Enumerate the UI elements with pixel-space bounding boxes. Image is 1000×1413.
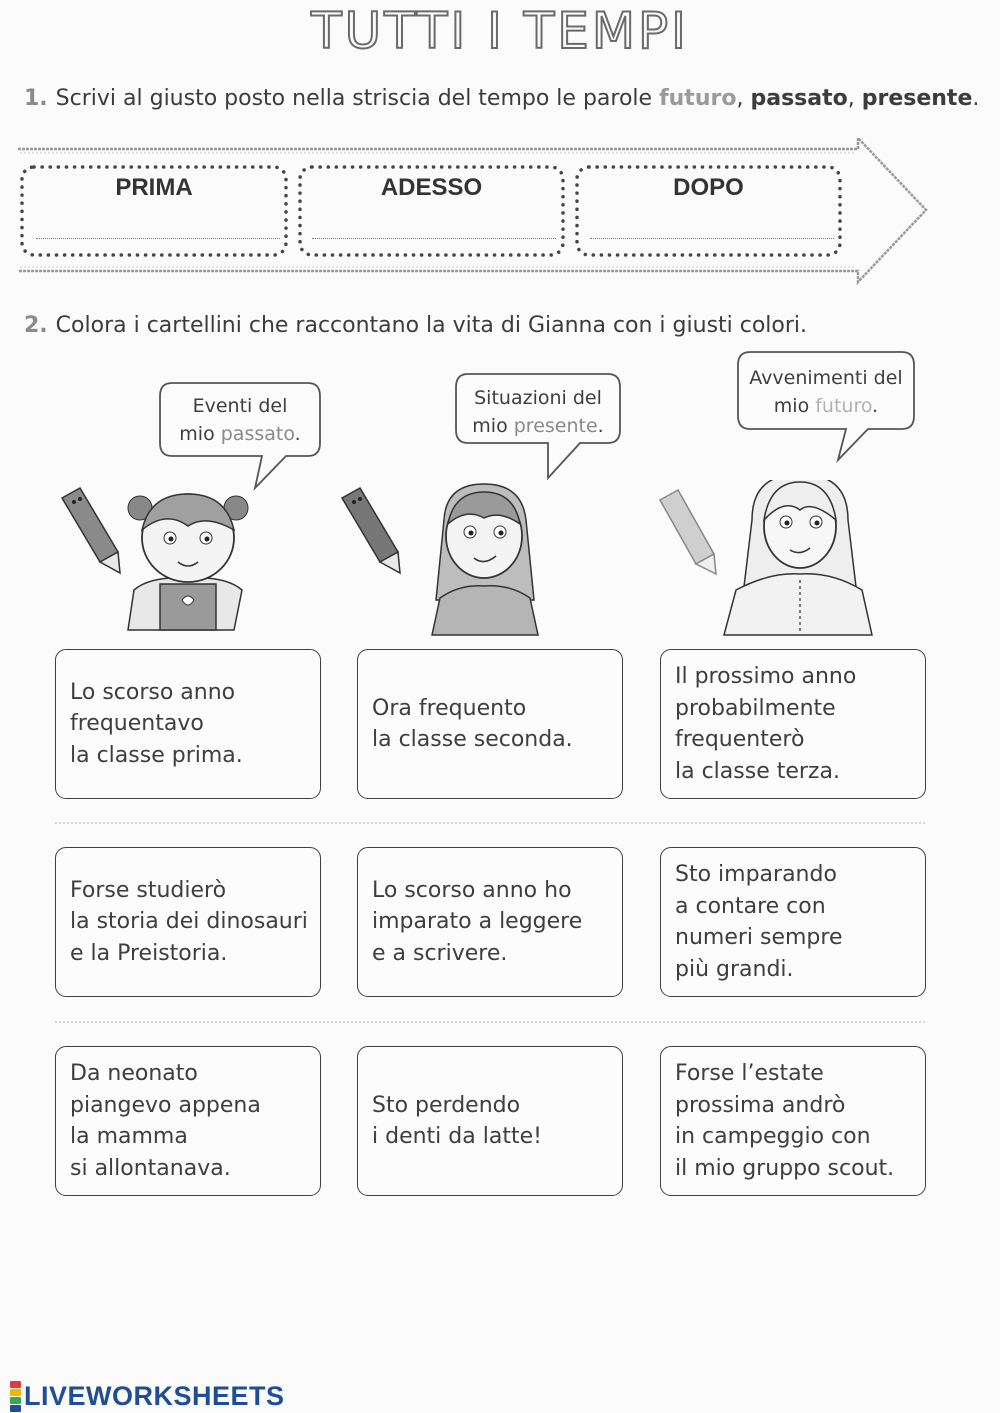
brand-mark-icon [10, 1380, 21, 1412]
bubble-futuro-line1: Avvenimenti del [749, 367, 903, 389]
brand-mark-stripe [10, 1381, 21, 1388]
card-7-line-4: si allontanava. [70, 1155, 231, 1181]
card-3-line-4: la classe terza. [675, 758, 840, 784]
card-1-line-1: Lo scorso anno [70, 679, 236, 705]
card-5[interactable] [357, 847, 623, 997]
row-divider [55, 822, 925, 824]
bubble-futuro [738, 364, 914, 420]
card-7-line-1: Da neonato [70, 1061, 198, 1086]
timeline-label-adesso: ADESSO [380, 174, 483, 201]
pencil-icon [660, 490, 716, 574]
card-1-line-3: la classe prima. [70, 742, 243, 768]
timeline-label-prima: PRIMA [115, 174, 193, 201]
bubble-presente-word: presente [513, 415, 598, 437]
card-5-line-3: e a scrivere. [372, 940, 508, 966]
bubble-futuro-word: futuro [815, 395, 873, 417]
card-2-line-1: Ora frequento [372, 695, 527, 721]
brand-mark-stripe [10, 1397, 21, 1404]
pencil-icon [342, 488, 400, 573]
sentence-end: . [972, 86, 980, 111]
card-6[interactable] [660, 847, 926, 997]
exercise-1-text: Scrivi al giusto posto nella striscia del tempo le parole [55, 86, 653, 111]
separator-1: , [736, 86, 744, 111]
card-9-line-3: in campeggio con [675, 1124, 871, 1149]
card-3-line-1: Il prossimo anno [675, 664, 857, 689]
card-7-line-2: piangevo appena [70, 1092, 261, 1118]
card-5-line-1: Lo scorso anno ho [372, 877, 572, 903]
card-1[interactable] [55, 649, 321, 799]
girl-past-illustration [128, 494, 248, 630]
exercise-2-number: 2. [24, 313, 48, 338]
pencil-icon [62, 488, 120, 573]
card-8[interactable] [357, 1046, 623, 1196]
answer-line-prima[interactable] [36, 238, 280, 239]
separator-2: , [847, 86, 855, 111]
word-passato: passato [750, 86, 848, 111]
card-7-line-3: la mamma [70, 1124, 188, 1149]
row-divider [55, 1021, 925, 1023]
card-4-line-2: la storia dei dinosauri [70, 909, 308, 935]
exercise-2-instruction [24, 311, 807, 341]
card-9[interactable] [660, 1046, 926, 1196]
illustrations [0, 480, 1000, 640]
answer-line-dopo[interactable] [590, 238, 834, 239]
card-6-line-4: più grandi. [675, 956, 794, 982]
girl-present-illustration [432, 484, 538, 635]
page-title: TUTTI I TEMPI [311, 2, 689, 60]
timeline-label-dopo: DOPO [673, 174, 744, 201]
word-presente: presente [861, 86, 973, 111]
card-3-line-3: frequenterò [675, 727, 805, 752]
card-8-line-2: i denti da latte! [372, 1124, 542, 1149]
word-futuro: futuro [659, 86, 737, 111]
bubble-passato-pre: mio [179, 423, 221, 445]
card-9-line-2: prossima andrò [675, 1092, 846, 1118]
card-4-line-1: Forse studierò [70, 877, 227, 903]
card-8-line-1: Sto perdendo [372, 1092, 521, 1118]
liveworksheets-logo[interactable] [10, 1380, 285, 1412]
timeline-arrow [0, 130, 1000, 290]
girl-future-illustration [724, 480, 872, 635]
card-6-line-3: numeri sempre [675, 925, 843, 950]
bubble-passato-line1: Eventi del [192, 395, 288, 417]
card-9-line-4: il mio gruppo scout. [675, 1155, 895, 1181]
exercise-1-number: 1. [24, 86, 48, 111]
brand-mark-stripe [10, 1389, 21, 1396]
bubble-passato-end: . [294, 423, 301, 445]
bubble-presente-end: . [597, 415, 604, 437]
card-6-line-1: Sto imparando [675, 862, 837, 887]
card-2-line-2: la classe seconda. [372, 727, 573, 752]
bubble-passato [160, 392, 320, 448]
brand-mark-stripe [10, 1405, 21, 1412]
bubble-presente-line1: Situazioni del [474, 387, 602, 409]
bubble-futuro-end: . [872, 395, 879, 417]
bubble-futuro-pre: mio [773, 395, 816, 417]
bubble-passato-word: passato [220, 423, 295, 445]
bubble-presente-pre: mio [472, 415, 514, 437]
card-1-line-2: frequentavo [70, 711, 204, 737]
exercise-1-instruction [24, 84, 979, 114]
card-3[interactable] [660, 649, 926, 799]
brand-name: LIVEWORKSHEETS [24, 1381, 285, 1411]
card-3-line-2: probabilmente [675, 695, 836, 721]
bubble-presente [456, 384, 620, 440]
card-9-line-1: Forse l’estate [675, 1061, 824, 1086]
card-2[interactable] [357, 649, 623, 799]
card-5-line-2: imparato a leggere [372, 909, 583, 935]
card-4[interactable] [55, 847, 321, 997]
card-4-line-3: e la Preistoria. [70, 940, 228, 966]
card-7[interactable] [55, 1046, 321, 1196]
exercise-2-text: Colora i cartellini che raccontano la vita di Gianna con i giusti colori. [55, 313, 808, 338]
card-6-line-2: a contare con [675, 893, 826, 919]
answer-line-adesso[interactable] [312, 238, 556, 239]
